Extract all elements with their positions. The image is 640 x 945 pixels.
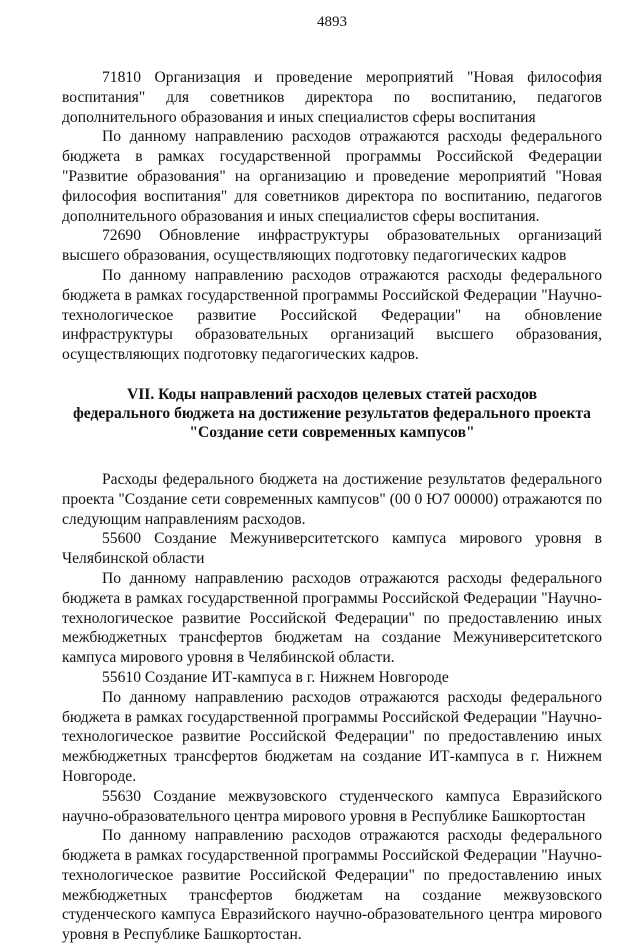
section-heading-line-3: "Создание сети современных кампусов" bbox=[189, 423, 475, 441]
paragraph-intro: Расходы федерального бюджета на достижение результатов федерального проекта "Создание сети современных кампусов" (00 0 Ю7 00000) отражаются по следующим направлениям расходов. bbox=[62, 470, 602, 528]
paragraph-55610-title: 55610 Создание ИТ-кампуса в г. Нижнем Новгороде bbox=[102, 668, 449, 686]
document-page bbox=[62, 68, 602, 945]
paragraph-71810-title: 71810 Организация и проведение мероприятий "Новая философия воспитания" для советников директора по воспитанию, педагогов дополнительного образования и иных специалистов сферы воспитания bbox=[62, 69, 602, 126]
page-number: 4893 bbox=[317, 14, 347, 30]
paragraph-72690-body: По данному направлению расходов отражаются расходы федерального бюджета в рамках государственной программы Российской Федерации "Научно-технологическое развитие Российской Федерации" на обновление инфраструктуры образовательных организаций высшего образования, осуществляющих подготовку педагогических кадров. bbox=[62, 266, 602, 364]
spacer bbox=[62, 365, 602, 385]
section-heading-line-1: VII. Коды направлений расходов целевых статей расходов bbox=[126, 385, 538, 403]
section-heading-line-2: федерального бюджета на достижение результатов федерального проекта bbox=[73, 404, 591, 422]
paragraph-55600-body: По данному направлению расходов отражаются расходы федерального бюджета в рамках государственной программы Российской Федерации "Научно-технологическое развитие Российской Федерации" по предоставлению иных межбюджетных трансфертов бюджетам на создание Межуниверситетского кампуса мирового уровня в Челябинской области. bbox=[62, 569, 602, 667]
paragraph-55610-body: По данному направлению расходов отражаются расходы федерального бюджета в рамках государственной программы Российской Федерации "Научно-технологическое развитие Российской Федерации" по предоставлению иных межбюджетных трансфертов бюджетам на создание ИТ-кампуса в г. Нижнем Новгороде. bbox=[62, 688, 602, 785]
paragraph-71810-body: По данному направлению расходов отражаются расходы федерального бюджета в рамках государственной программы Российской Федерации "Развитие образования" на организацию и проведение мероприятий "Новая философия воспитания" для советников директора по воспитанию, педагогов дополнительного образования и иных специалистов сферы воспитания. bbox=[62, 128, 602, 225]
paragraph-55600-title: 55600 Создание Межуниверситетского кампуса мирового уровня в Челябинской области bbox=[62, 530, 602, 568]
paragraph-55630-body: По данному направлению расходов отражаются расходы федерального бюджета в рамках государственной программы Российской Федерации "Научно-технологическое развитие Российской Федерации" по предоставлению иных межбюджетных трансфертов бюджетам на создание межвузовского студенческого кампуса Евразийского научно-образовательного центра мирового уровня в Республике Башкортостан. bbox=[62, 827, 602, 944]
paragraph-55630-title: 55630 Создание межвузовского студенческого кампуса Евразийского научно-образовательного центра мирового уровня в Республике Башкортостан bbox=[62, 787, 602, 825]
spacer bbox=[62, 442, 602, 470]
paragraph-72690-title: 72690 Обновление инфраструктуры образовательных организаций высшего образования, осуществляющих подготовку педагогических кадров bbox=[62, 227, 602, 265]
